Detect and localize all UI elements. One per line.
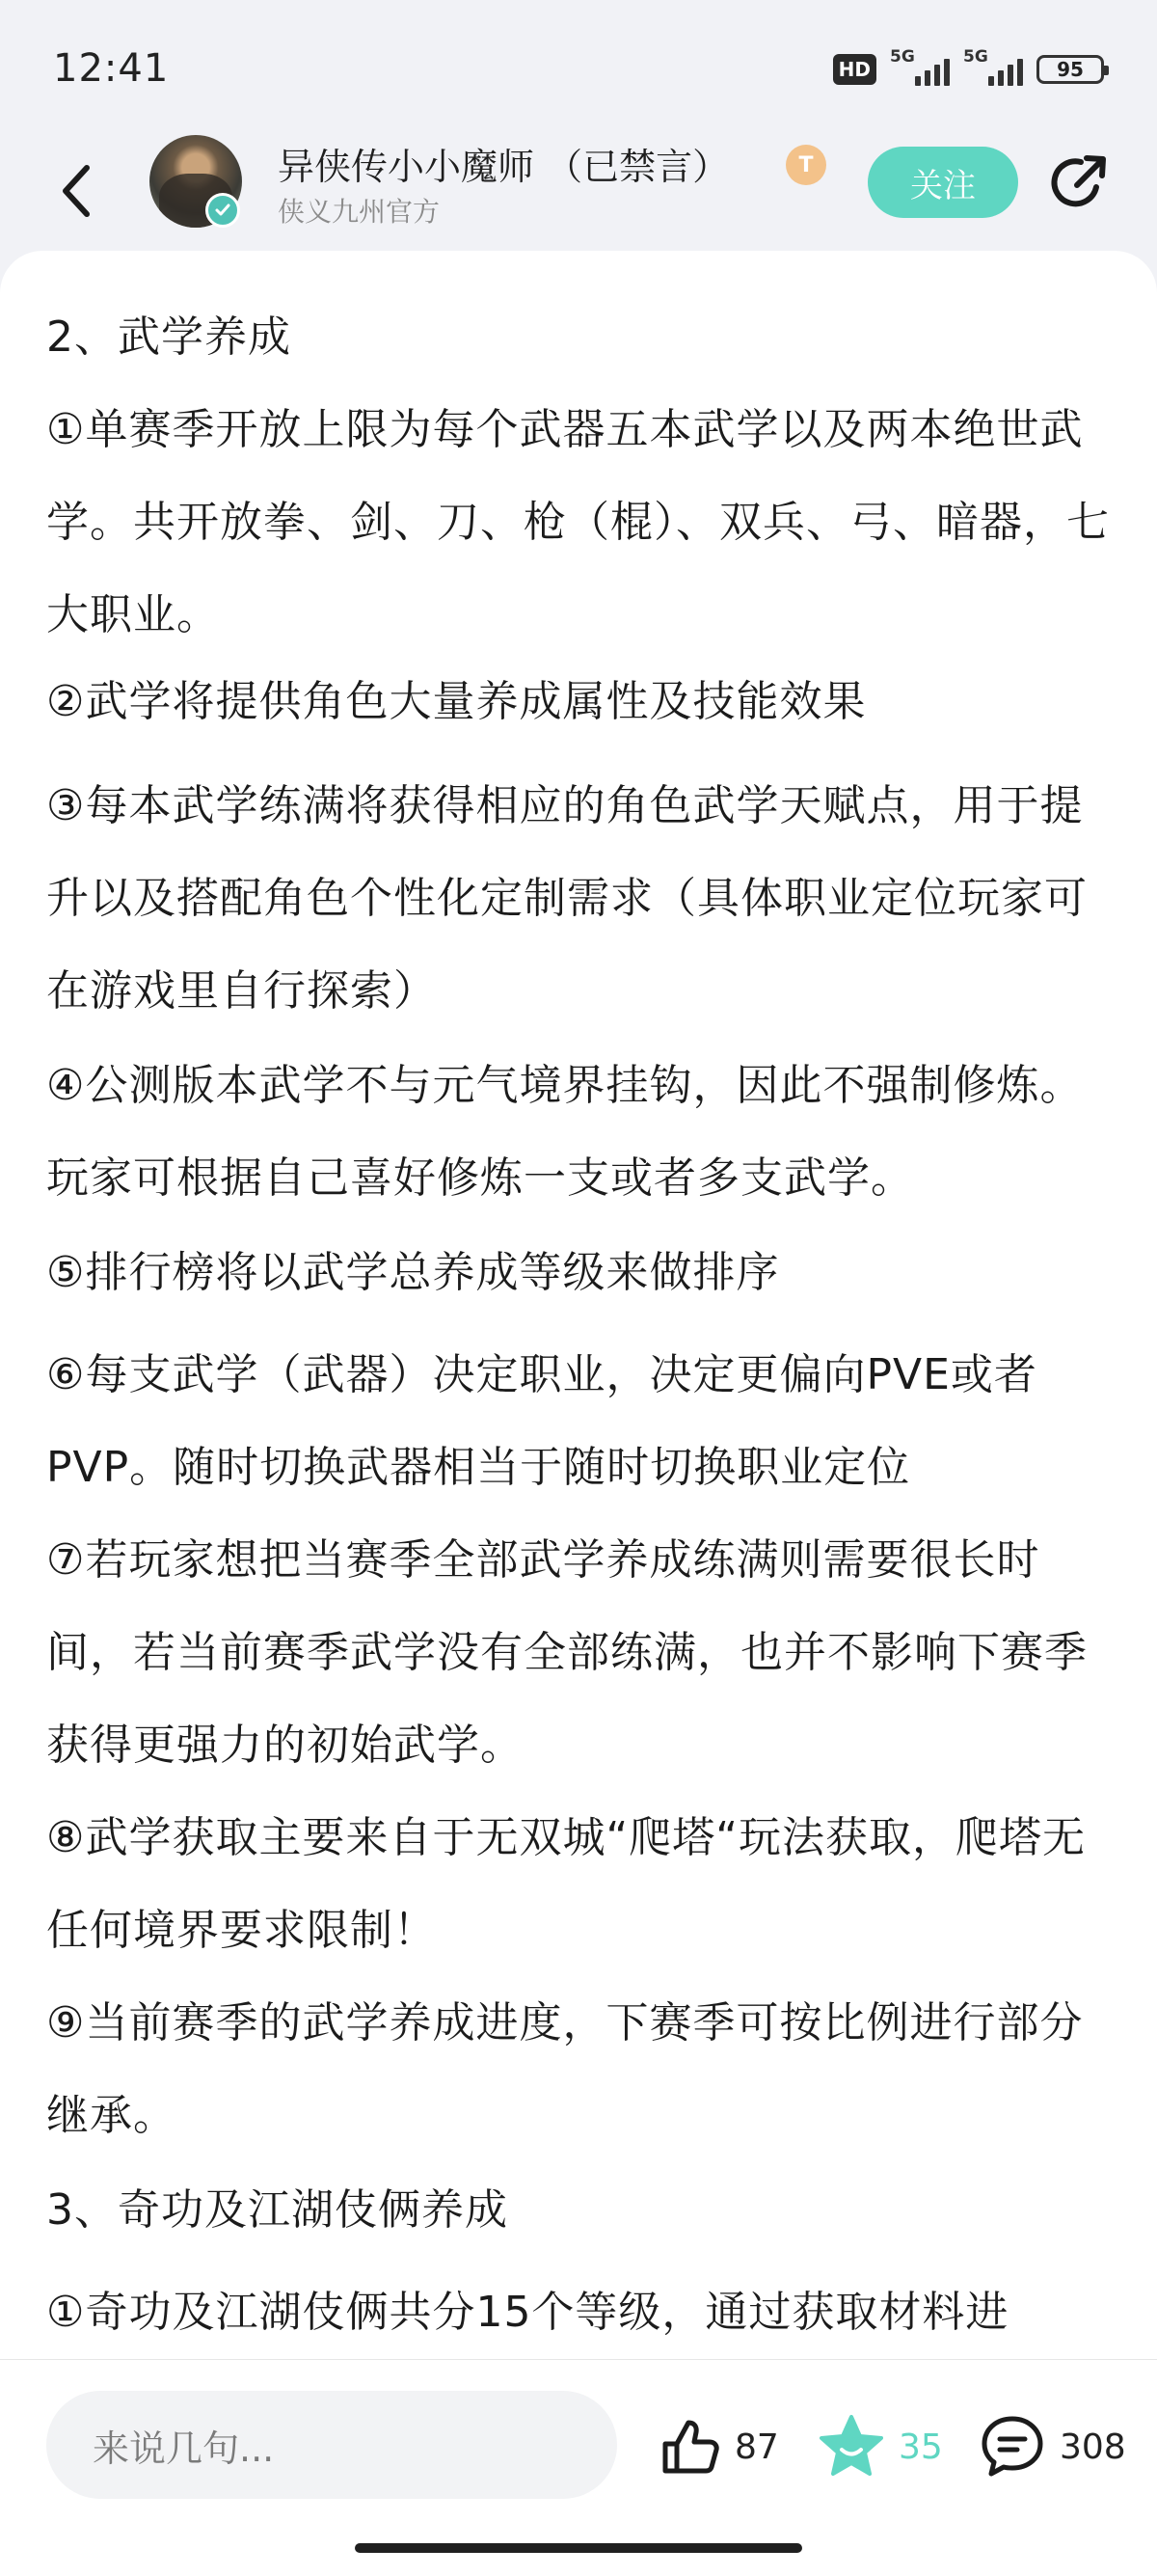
status-time: 12:41 <box>53 46 170 91</box>
post-header <box>0 135 1157 260</box>
status-icons <box>833 47 1104 89</box>
paragraph-7: ⑦若玩家想把当赛季全部武学养成练满则需要很长时间，若当前赛季武学没有全部练满，也并不影响下赛季获得更强力的初始武学。 <box>46 1535 1088 1770</box>
paragraph-8: ⑧武学获取主要来自于无双城“爬塔“玩法获取，爬塔无任何境界要求限制！ <box>46 1813 1087 1955</box>
status-bar <box>0 0 1157 135</box>
paragraph-2: ②武学将提供角色大量养成属性及技能效果 <box>46 677 867 726</box>
paragraph-9: ⑨当前赛季的武学养成进度，下赛季可按比例进行部分继承。 <box>46 1998 1084 2140</box>
paragraph-6: ⑥每支武学（武器）决定职业，决定更偏向PVE或者PVP。随时切换武器相当于随时切换职业定位 <box>46 1350 1037 1492</box>
comment-input[interactable]: 来说几句... <box>46 2391 617 2499</box>
bottom-action-bar <box>0 2359 1157 2576</box>
hd-badge: HD <box>833 54 876 85</box>
home-indicator[interactable] <box>355 2543 802 2553</box>
favorite-count: 35 <box>899 2427 943 2467</box>
comment-button[interactable] <box>979 2408 1126 2485</box>
signal-icon-2 <box>963 47 1023 86</box>
signal-icon-1 <box>890 47 950 86</box>
section-heading-skills: 3、奇功及江湖伎俩养成 <box>46 2185 508 2235</box>
post-content <box>0 251 1157 2363</box>
share-icon <box>1046 149 1114 216</box>
author-subtitle: 侠义九州官方 <box>278 196 441 228</box>
back-button[interactable] <box>50 156 108 224</box>
paragraph-3: ③每本武学练满将获得相应的角色武学天赋点，用于提升以及搭配角色个性化定制需求（具体职业定位玩家可在游戏里自行探索） <box>46 781 1088 1016</box>
comment-count: 308 <box>1060 2427 1126 2467</box>
thumbs-up-icon <box>658 2415 721 2479</box>
favorite-button[interactable] <box>818 2408 943 2485</box>
author-name[interactable]: 异侠传小小魔师 （已禁言） <box>278 146 730 188</box>
paragraph-4: ④公测版本武学不与元气境界挂钩，因此不强制修炼。玩家可根据自己喜好修炼一支或者多支武学。 <box>46 1061 1084 1203</box>
follow-button[interactable]: 关注 <box>868 147 1018 218</box>
like-button[interactable] <box>658 2408 779 2485</box>
chevron-left-icon <box>50 156 108 224</box>
section-heading-martial-arts: 2、武学养成 <box>46 312 291 362</box>
paragraph-5: ⑤排行榜将以武学总养成等级来做排序 <box>46 1248 780 1297</box>
battery-icon <box>1036 55 1104 84</box>
like-count: 87 <box>735 2427 779 2467</box>
paragraph-10: ①奇功及江湖伎俩共分15个等级，通过获取材料进 <box>46 2288 1009 2337</box>
star-icon <box>818 2413 885 2481</box>
paragraph-1: ①单赛季开放上限为每个武器五本武学以及两本绝世武学。共开放拳、剑、刀、枪（棍）、双兵、弓、暗器，七大职业。 <box>46 405 1110 639</box>
network-type-label-1: 5G <box>890 47 915 67</box>
share-button[interactable] <box>1046 149 1114 216</box>
comment-icon <box>979 2413 1046 2481</box>
verified-icon <box>205 193 240 228</box>
network-type-label-2: 5G <box>963 47 988 67</box>
level-badge-icon: T <box>786 145 826 185</box>
battery-level: 95 <box>1057 58 1084 81</box>
